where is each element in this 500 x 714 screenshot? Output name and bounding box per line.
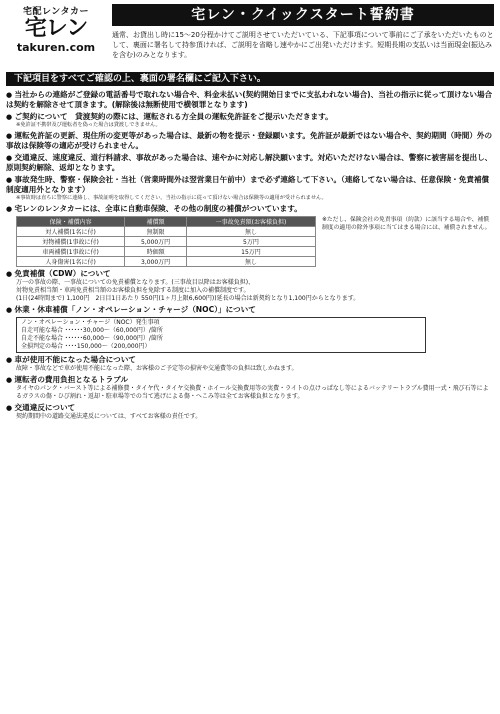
trouble-section xyxy=(6,375,494,401)
column-header: 一事故免責額(お客様負担) xyxy=(186,217,315,227)
table-row xyxy=(17,227,316,237)
bullet-icon: ● xyxy=(6,376,15,384)
column-header: 保険・補償内容 xyxy=(17,217,125,227)
table-cell: 対物補償(1事故に付) xyxy=(17,237,125,247)
term-line: 万一の事故の際、一事故についての免責補償となります。(三事故目以降はお客様負担)、 xyxy=(16,279,255,286)
term-item xyxy=(6,112,494,129)
bullet-icon: ● xyxy=(6,154,15,162)
noc-section xyxy=(6,305,494,353)
term-line: タイヤのパンク・バースト等による補修費・タイヤ代・タイヤ交換費・ホイール交換費用等の実費・ライトの点けっぱなし等によるバッテリートラブル費用一式・飛び石等によるガラスの傷・ひび割れ・返却・駐車場等での当て逃げによる傷・へこみ等は全てお客様負担となります。 xyxy=(16,385,489,400)
table-cell: 15万円 xyxy=(186,247,315,257)
term-item xyxy=(6,131,494,151)
term-line: 故障・事故などで車が使用不能になった際、お客様のご予定等の損害や交通費等の負担は致しかねます。 xyxy=(16,365,298,372)
term-item xyxy=(6,90,494,110)
table-cell: 対人補償(1名に付) xyxy=(17,227,125,237)
table-header-row xyxy=(17,217,316,227)
noc-line: 自走不能な場合 ･･････60,000〜（90,000円）/箇所 xyxy=(21,335,163,342)
term-item xyxy=(6,204,494,267)
bullet-icon: ● xyxy=(6,306,15,314)
notice-bar: 下記項目をすべてご確認の上、裏面の署名欄にご記入下さい。 xyxy=(6,72,494,86)
term-item xyxy=(6,153,494,173)
logo-url: takuren.com xyxy=(16,41,96,54)
term-heading: ● 宅レンのレンタカーには、全車に自動車保険、その他の制度の補償がついています。 xyxy=(6,204,302,213)
table-row xyxy=(17,247,316,257)
term-heading: ● 車が使用不能になった場合について xyxy=(6,355,136,364)
table-cell: 人身傷害(1名に付) xyxy=(17,257,125,267)
terms-list xyxy=(6,90,494,423)
logo-tagline: 宅配レンタカー xyxy=(23,7,89,17)
noc-box xyxy=(16,317,426,353)
table-cell: 時価額 xyxy=(125,247,187,257)
term-line: 対物免責相当額・車両免責相当額のお客様負担を免除する制度に加入の補償制度です。 xyxy=(16,287,250,294)
term-line: 契約期間中の道路交通法違反については、すべてお客様の責任です。 xyxy=(16,413,202,420)
bullet-icon: ● xyxy=(6,404,15,412)
document-title: 宅レン・クイックスタート誓約書 xyxy=(112,4,494,26)
bullet-icon: ● xyxy=(6,356,15,364)
noc-line: 自走可能な場合 ･･････30,000〜（60,000円）/箇所 xyxy=(21,327,163,334)
term-note: ※免許証不携帯及び運転者を偽った場合は貸渡しできません。 xyxy=(16,122,161,128)
logo-wordmark: 宅レン xyxy=(24,16,88,41)
term-heading: ● 休業・休車補償「ノン・オペレーション・チャージ（NOC）」について xyxy=(6,305,256,314)
bullet-icon: ● xyxy=(6,132,15,140)
term-heading: ● 事故発生時、警察・保険会社・当社（営業時間外は翌営業日午前中）まで必ず連絡して下さい。（連絡してない場合は、任意保険・免責補償制度適用外となります） xyxy=(6,175,490,194)
compensation-note: ※ただし、保険会社の免責事項（約款）に該当する場合や、補償制度の適用の除外事項に当てはまる場合には、補償されません。 xyxy=(322,217,491,231)
term-heading: ● ご契約について 貸渡契約の際には、運転される方全員の運転免許証をご提示いただきます。 xyxy=(6,112,333,121)
bullet-icon: ● xyxy=(6,270,15,278)
traffic-section xyxy=(6,403,494,421)
term-note: ※事故時は直ちに警察に連絡し、事故証明を取得してください。当社の指示に従って頂けない場合は保険等の適用が受けられません。 xyxy=(16,195,327,201)
compensation-section xyxy=(16,216,494,267)
term-heading: ● 交通違反について xyxy=(6,403,76,412)
noc-box-title: ノン・オペレーション・チャージ（NOC）発生事項 xyxy=(21,319,160,326)
table-cell: 3,000万円 xyxy=(125,257,187,267)
term-heading: ● 当社からの連絡がご登録の電話番号で取れない場合や、料金未払い(契約開始日までに支払われない場合)、当社の指示に従って頂けない場合は契約を解除させて頂きます。(解除後は無断使用で横領罪となります) xyxy=(6,90,493,109)
bullet-icon: ● xyxy=(6,176,15,184)
table-cell: 5,000万円 xyxy=(125,237,187,247)
intro-text: 通常、お貸出し時に15〜20分程かけてご説明させていただいている、下記事項について事前にご了承をいただいたものとして、裏面に署名して持参頂ければ、ご説明を省略し速やかにご出発いただけます。短期長期の支払いは当面現金(振込みを含む)のみとなります。 xyxy=(112,31,494,59)
term-heading: ● 運転者の費用負担となるトラブル xyxy=(6,375,129,384)
compensation-table xyxy=(16,216,316,267)
term-heading: ● 運転免許証の更新、現住所の変更等があった場合は、最新の物を提示・登録願います。免許証が最新ではない場合や、契約期間（時間）外の事故は保険等の適応が受けられません。 xyxy=(6,131,493,150)
bullet-icon: ● xyxy=(6,205,15,213)
brand-logo xyxy=(6,4,106,68)
bullet-icon: ● xyxy=(6,113,15,121)
table-cell: 無し xyxy=(186,257,315,267)
term-heading: ● 免責補償（CDW）について xyxy=(6,269,111,278)
term-item xyxy=(6,175,494,202)
term-line: (1日(24時間まで) 1,100円 2日目1日あたり 550円(1ヶ月上限6,600円))延長の場合は新契約となり1,100円からとなります。 xyxy=(16,295,360,302)
table-cell: 無制限 xyxy=(125,227,187,237)
noc-line: 全損判定の場合 ････150,000〜（200,000円） xyxy=(21,343,151,350)
table-row xyxy=(17,257,316,267)
table-cell: 5万円 xyxy=(186,237,315,247)
table-cell: 車両補償(1事故に付) xyxy=(17,247,125,257)
term-heading: ● 交通違反、速度違反、道行料請求、事故があった場合は、速やかに対応し解決願います。対応いただけない場合は、警察に被害届を提出し、原則契約解除、返却となります。 xyxy=(6,153,493,172)
cdw-section xyxy=(6,269,494,303)
bullet-icon: ● xyxy=(6,91,15,99)
column-header: 補償額 xyxy=(125,217,187,227)
table-cell: 無し xyxy=(186,227,315,237)
table-row xyxy=(17,237,316,247)
no-use-section xyxy=(6,355,494,373)
